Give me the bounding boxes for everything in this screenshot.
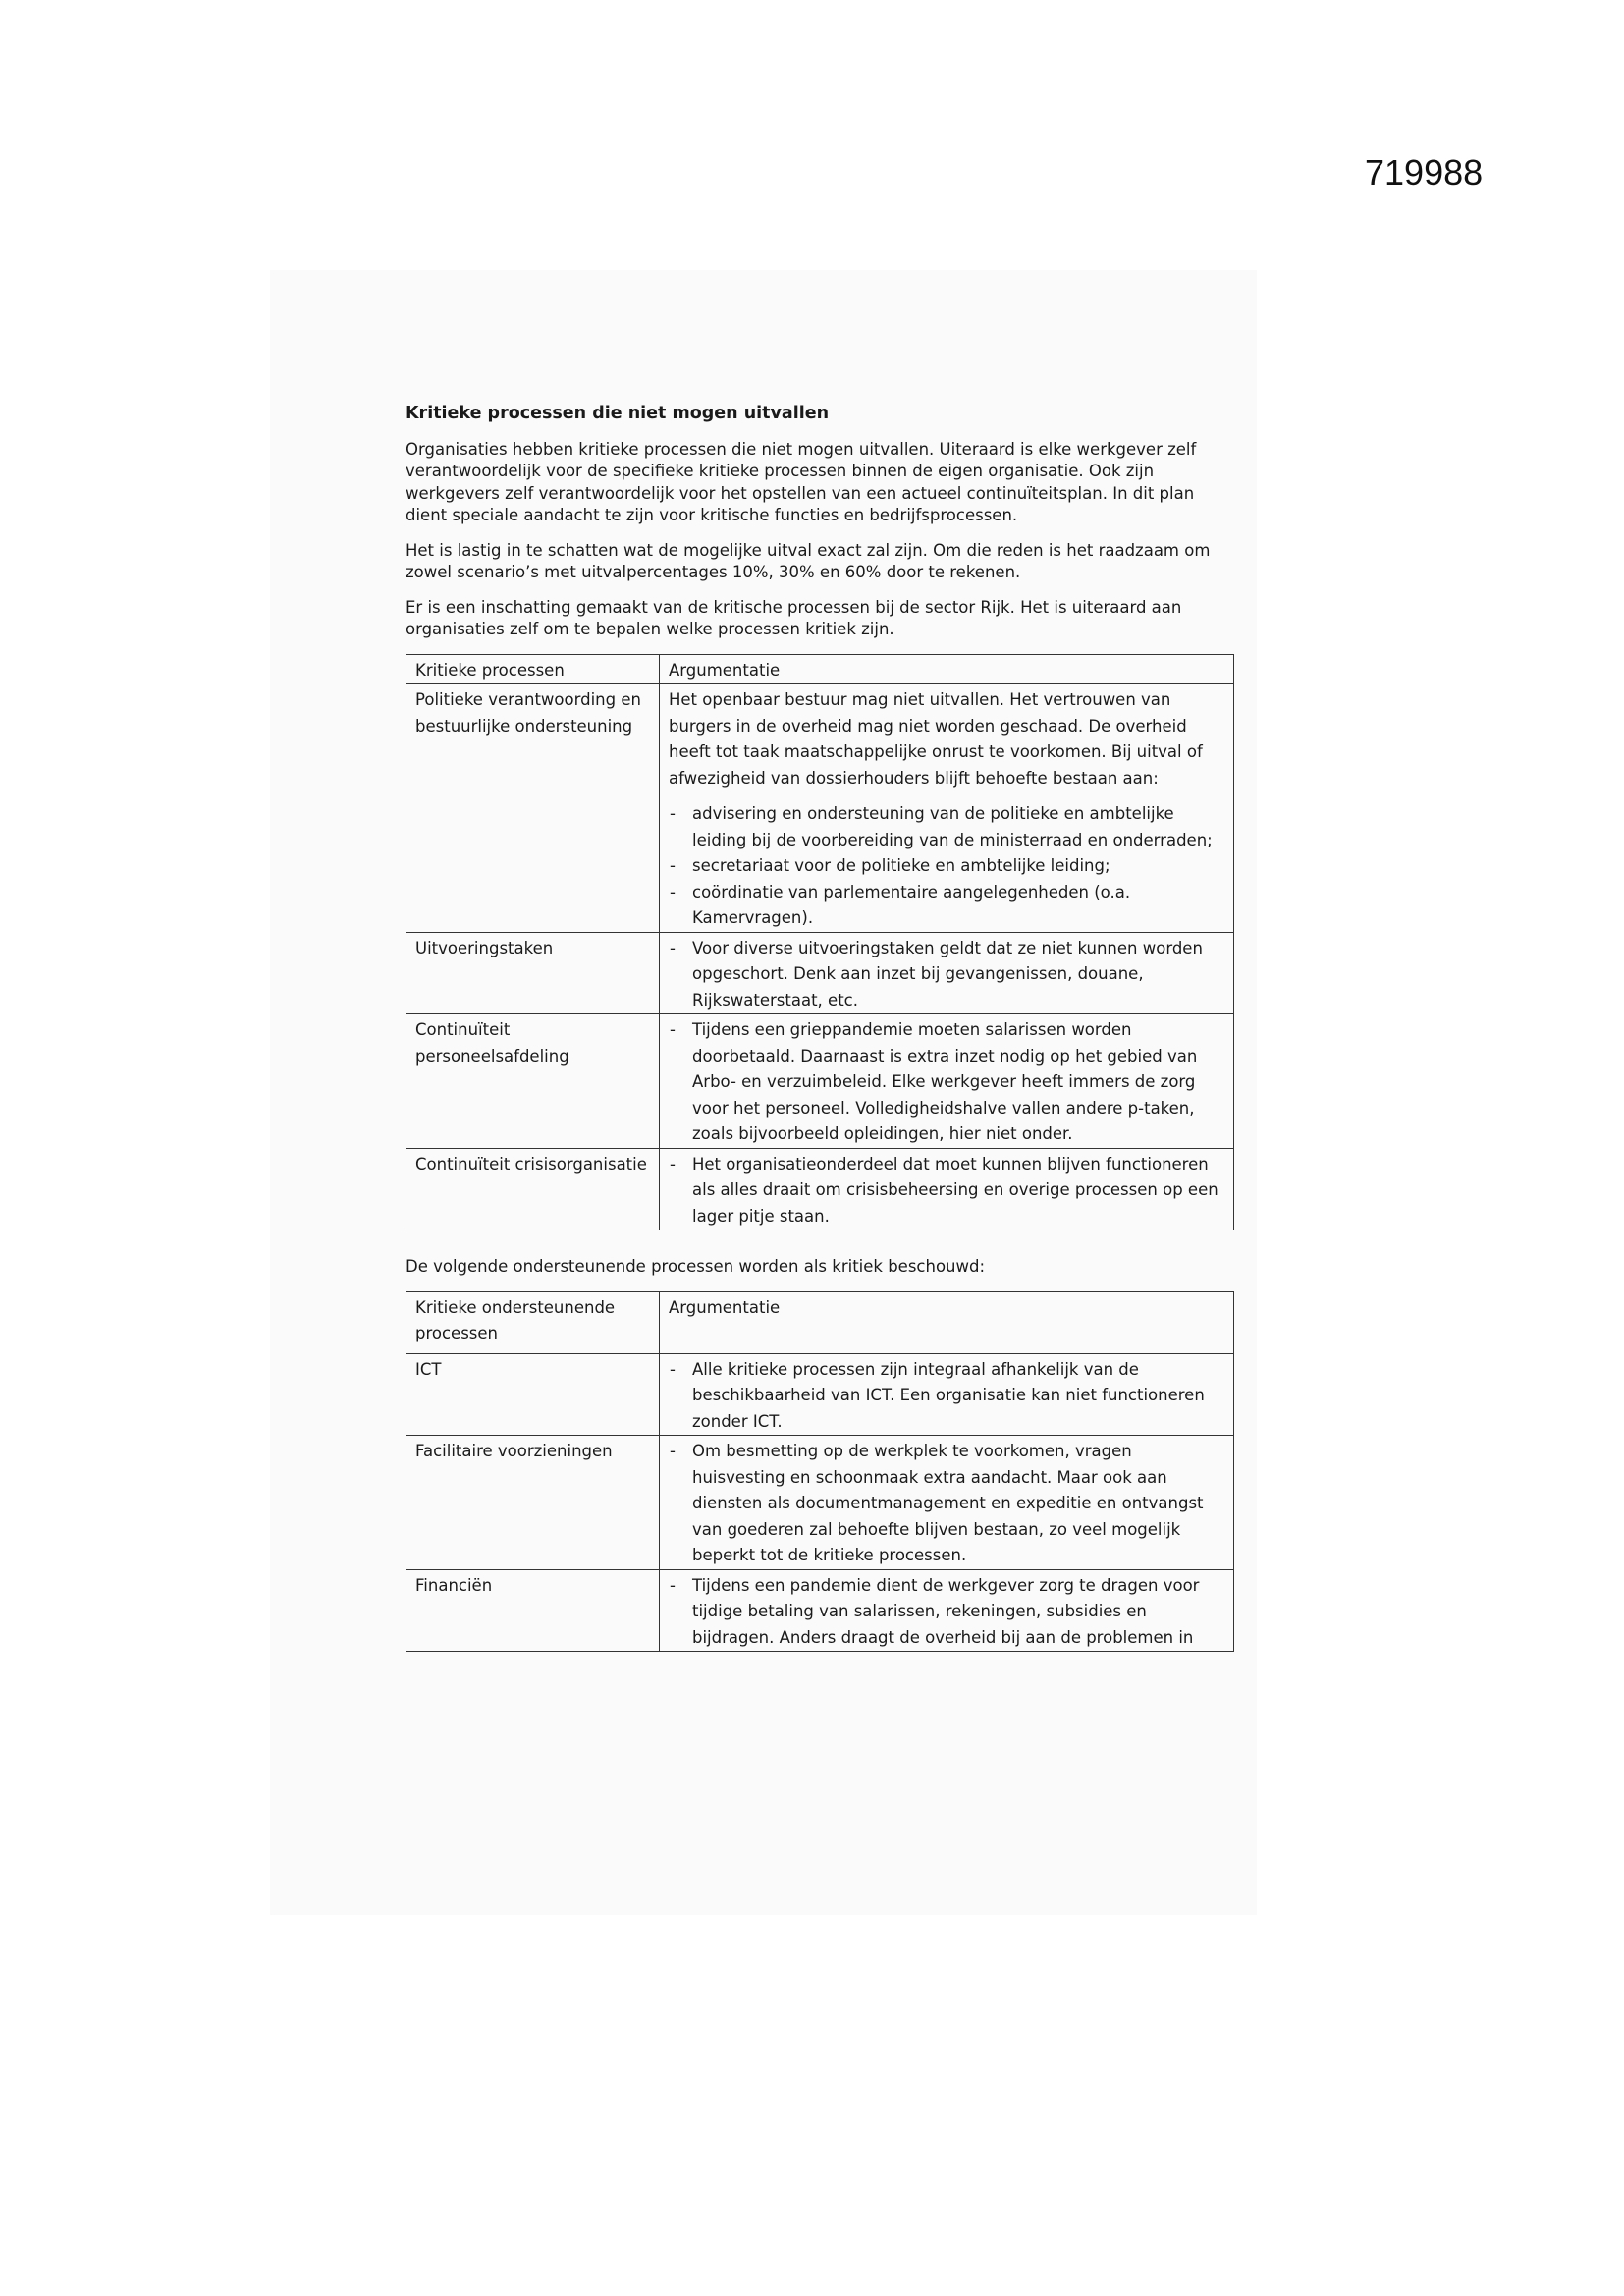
list-item: - Tijdens een grieppandemie moeten salarissen worden doorbetaald. Daarnaast is extra inzet nodig op het gebied van Arbo- en verzuimbeleid. Elke werkgever heeft immers de zorg voor het personeel. Volledigheidshalve vallen andere p-taken, zoals bijvoorbeeld opleidingen, hier niet onder. (669, 1017, 1224, 1148)
argumentation-cell (660, 1569, 1234, 1652)
column-header-argumentation: Argumentatie (660, 654, 1234, 684)
list-item: - secretariaat voor de politieke en ambtelijke leiding; (669, 853, 1224, 880)
argumentation-list (669, 1439, 1224, 1569)
list-item: - Om besmetting op de werkplek te voorkomen, vragen huisvesting en schoonmaak extra aandacht. Maar ook aan diensten als documentmanagement en expeditie en ontvangst van goederen zal behoefte blijven bestaan, zo veel mogelijk beperkt tot de kritieke processen. (669, 1439, 1224, 1569)
table-row (406, 684, 1234, 933)
column-header-argumentation: Argumentatie (660, 1291, 1234, 1353)
process-cell: Continuïteit personeelsafdeling (406, 1014, 660, 1149)
supporting-processes-intro: De volgende ondersteunende processen worden als kritiek beschouwd: (406, 1257, 986, 1276)
process-cell: Continuïteit crisisorganisatie (406, 1148, 660, 1230)
column-header-supporting-processes: Kritieke ondersteunende processen (406, 1291, 660, 1353)
uitval-paragraph: Het is lastig in te schatten wat de mogelijke uitval exact zal zijn. Om die reden is het raadzaam om zowel scenario’s met uitvalpercentages 10%, 30% en 60% door te rekenen. (406, 540, 1211, 581)
table-row (406, 1569, 1234, 1652)
process-cell: Uitvoeringstaken (406, 932, 660, 1014)
document-content (406, 403, 1233, 1652)
argumentation-list (669, 801, 1224, 932)
argumentation-cell (660, 684, 1234, 933)
process-cell: ICT (406, 1353, 660, 1436)
argumentation-cell (660, 932, 1234, 1014)
section-heading: Kritieke processen die niet mogen uitvallen (406, 404, 830, 423)
supporting-processes-table (406, 1291, 1234, 1653)
argumentation-list (669, 1017, 1224, 1148)
column-header-processes: Kritieke processen (406, 654, 660, 684)
argumentation-cell (660, 1353, 1234, 1436)
intro-paragraph: Organisaties hebben kritieke processen die niet mogen uitvallen. Uiteraard is elke werkgever zelf verantwoordelijk voor de specifieke kritieke processen binnen de eigen organisatie. Ook zijn werkgevers zelf verantwoordelijk voor het opstellen van een actueel continuïteitsplan. In dit plan dient speciale aandacht te zijn voor kritische functies en bedrijfsprocessen. (406, 439, 1197, 524)
argumentation-list (669, 1152, 1224, 1230)
argumentation-list (669, 1357, 1224, 1436)
argumentation-cell (660, 1014, 1234, 1149)
table-row (406, 1148, 1234, 1230)
list-item: - Het organisatieonderdeel dat moet kunnen blijven functioneren als alles draait om crisisbeheersing en overige processen op een lager pitje staan. (669, 1152, 1224, 1230)
inschatting-paragraph: Er is een inschatting gemaakt van de kritische processen bij de sector Rijk. Het is uiteraard aan organisaties zelf om te bepalen welke processen kritiek zijn. (406, 597, 1182, 638)
list-item: - advisering en ondersteuning van de politieke en ambtelijke leiding bij de voorbereiding van de ministerraad en onderraden; (669, 801, 1224, 853)
document-id: 719988 (1365, 152, 1484, 192)
table-header-row (406, 1291, 1234, 1353)
process-cell: Financiën (406, 1569, 660, 1652)
list-item: - coördinatie van parlementaire aangelegenheden (o.a. Kamervragen). (669, 880, 1224, 932)
argumentation-intro: Het openbaar bestuur mag niet uitvallen. Het vertrouwen van burgers in de overheid mag niet worden geschaad. De overheid heeft tot taak maatschappelijke onrust te voorkomen. Bij uitval of afwezigheid van dossierhouders blijft behoefte bestaan aan: (669, 690, 1203, 788)
critical-processes-table (406, 654, 1234, 1231)
spacer (406, 1230, 1233, 1256)
table-row (406, 1436, 1234, 1570)
process-cell: Politieke verantwoording en bestuurlijke ondersteuning (406, 684, 660, 933)
argumentation-list (669, 936, 1224, 1014)
table-row (406, 1014, 1234, 1149)
argumentation-cell (660, 1436, 1234, 1570)
table-row (406, 1353, 1234, 1436)
table-header-row (406, 654, 1234, 684)
process-cell: Facilitaire voorzieningen (406, 1436, 660, 1570)
list-item: - Voor diverse uitvoeringstaken geldt dat ze niet kunnen worden opgeschort. Denk aan inzet bij gevangenissen, douane, Rijkswaterstaat, etc. (669, 936, 1224, 1014)
argumentation-cell (660, 1148, 1234, 1230)
table-row (406, 932, 1234, 1014)
argumentation-list (669, 1573, 1224, 1652)
list-item: - Alle kritieke processen zijn integraal afhankelijk van de beschikbaarheid van ICT. Een organisatie kan niet functioneren zonder ICT. (669, 1357, 1224, 1436)
list-item: - Tijdens een pandemie dient de werkgever zorg te dragen voor tijdige betaling van salarissen, rekeningen, subsidies en bijdragen. Anders draagt de overheid bij aan de problemen in (669, 1573, 1224, 1652)
